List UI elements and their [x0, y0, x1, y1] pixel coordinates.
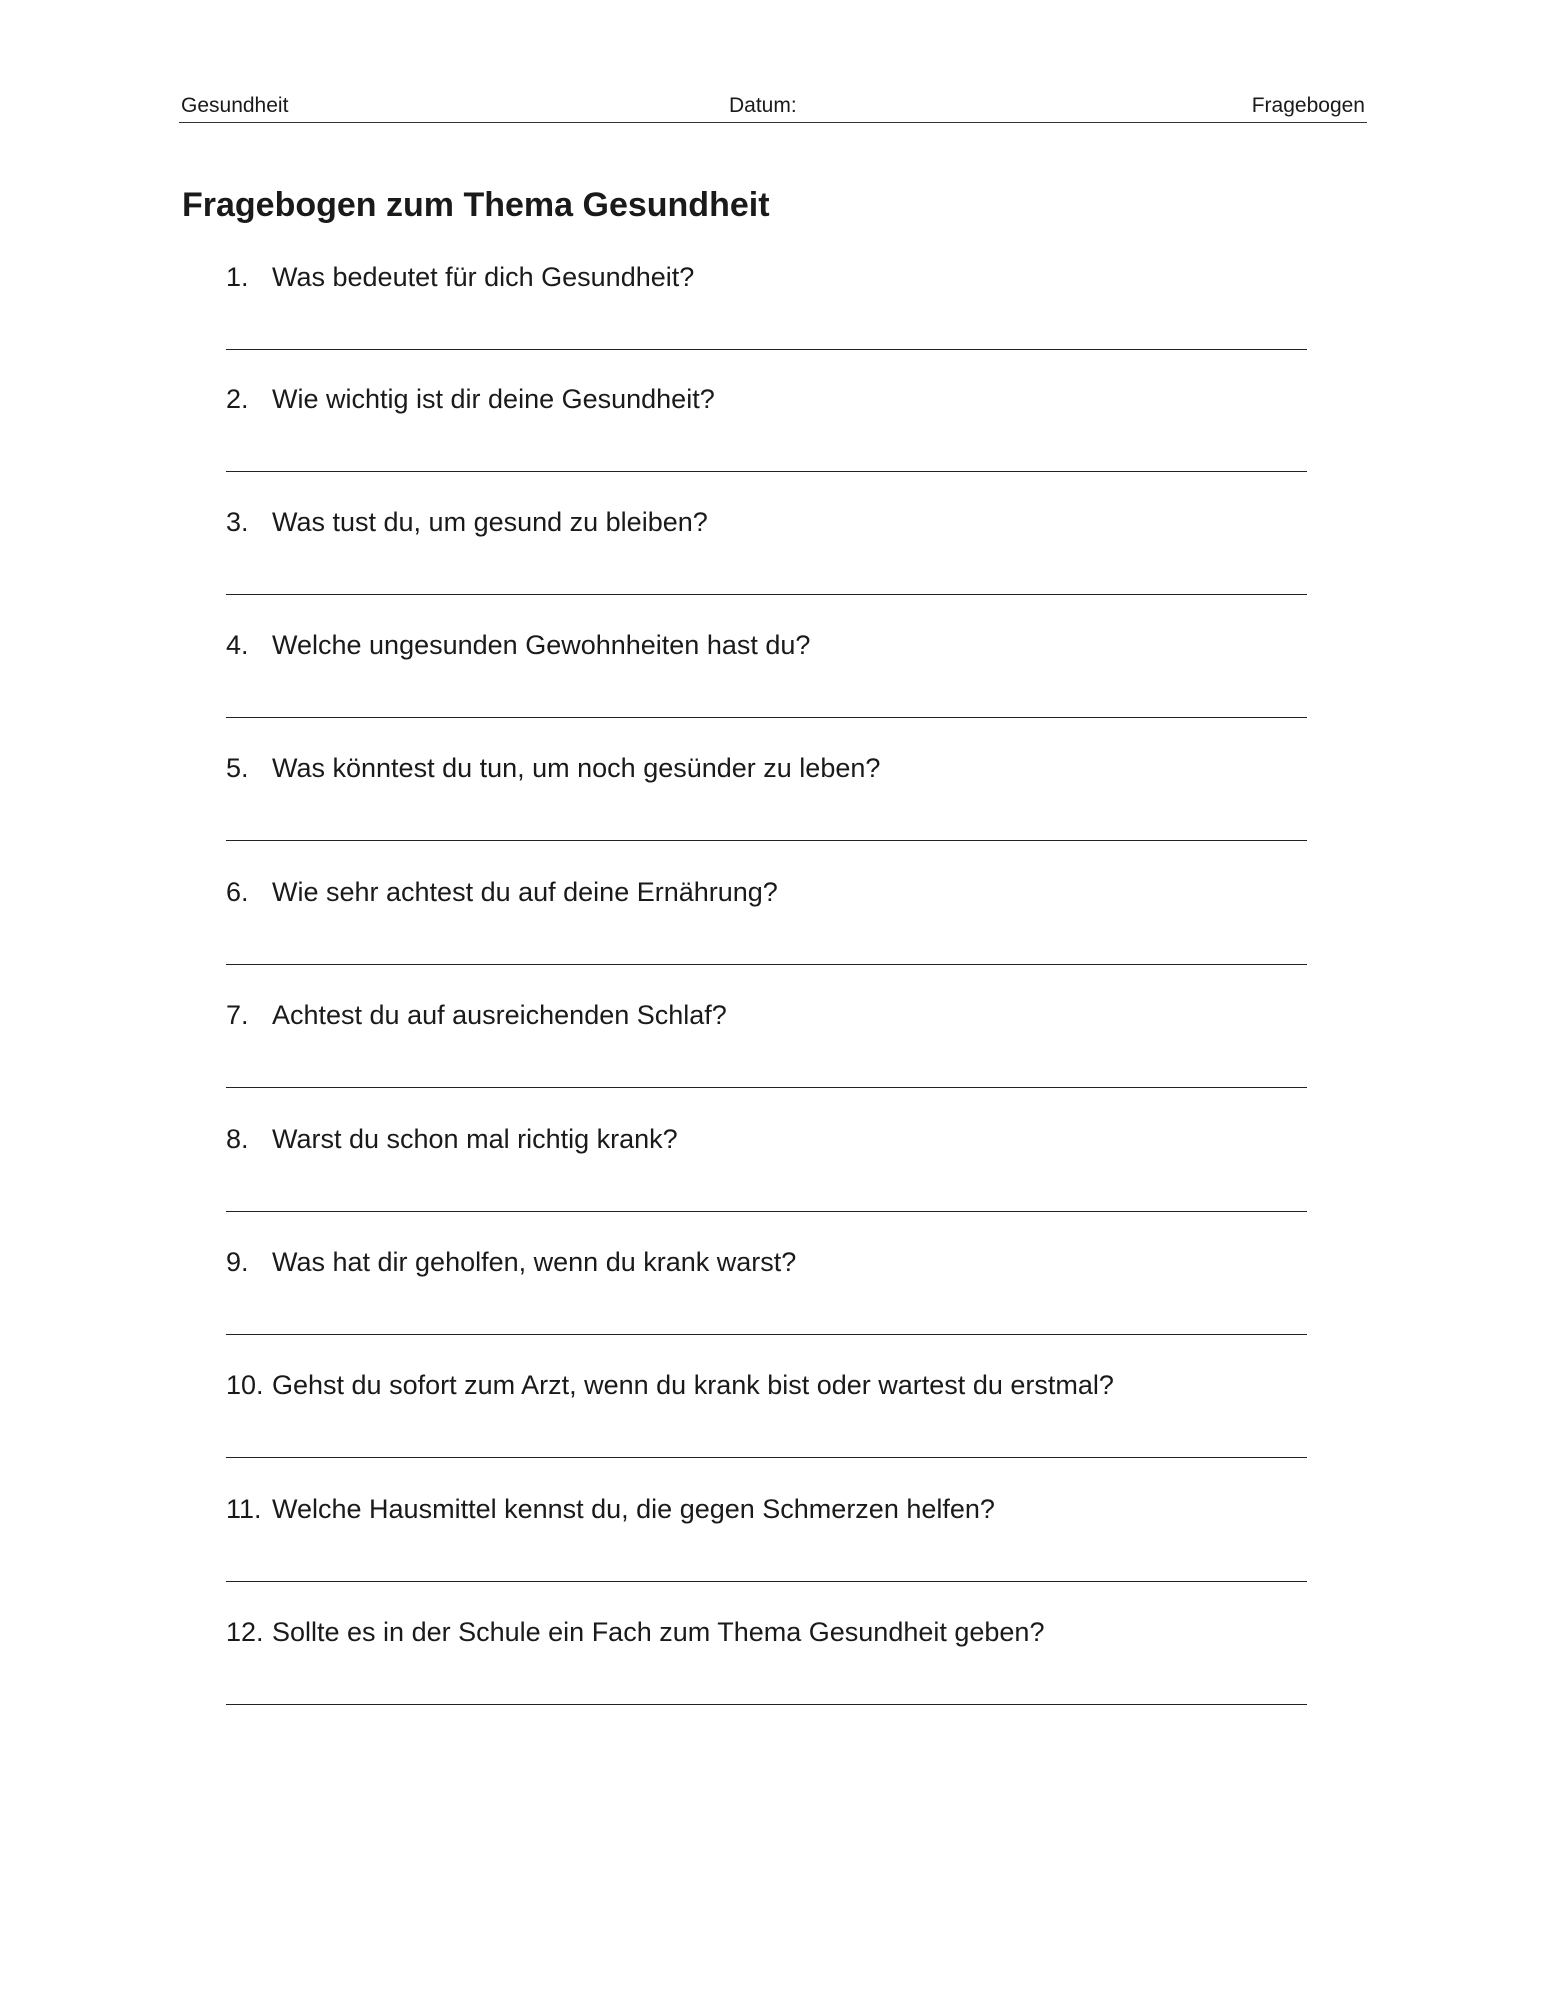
question-text: Achtest du auf ausreichenden Schlaf?	[272, 1000, 727, 1030]
page-title: Fragebogen zum Thema Gesundheit	[182, 186, 770, 224]
question-text: Warst du schon mal richtig krank?	[272, 1124, 678, 1154]
answer-line-9[interactable]	[226, 1334, 1307, 1335]
question-item-2	[226, 384, 1307, 494]
question-item-12	[226, 1617, 1307, 1727]
question-item-1	[226, 262, 1307, 372]
answer-line-6[interactable]	[226, 964, 1307, 965]
question-number: 8.	[226, 1124, 249, 1154]
question-text: Was hat dir geholfen, wenn du krank warst?	[272, 1247, 797, 1277]
question-number: 2.	[226, 384, 249, 414]
question-item-6	[226, 877, 1307, 987]
question-number: 5.	[226, 753, 249, 783]
header-date-label: Datum:	[729, 94, 797, 117]
answer-line-3[interactable]	[226, 594, 1307, 595]
question-item-9	[226, 1247, 1307, 1357]
question-text: Sollte es in der Schule ein Fach zum Thema Gesundheit geben?	[272, 1617, 1045, 1647]
question-number: 3.	[226, 507, 249, 537]
answer-line-10[interactable]	[226, 1457, 1307, 1458]
question-text: Wie sehr achtest du auf deine Ernährung?	[272, 877, 778, 907]
question-item-7	[226, 1000, 1307, 1110]
question-text: Was bedeutet für dich Gesundheit?	[272, 262, 695, 292]
header-doc-type: Fragebogen	[1251, 94, 1365, 117]
question-text: Wie wichtig ist dir deine Gesundheit?	[272, 384, 715, 414]
question-item-5	[226, 753, 1307, 863]
answer-line-11[interactable]	[226, 1581, 1307, 1582]
question-number: 4.	[226, 630, 249, 660]
question-number: 9.	[226, 1247, 249, 1277]
question-text: Was tust du, um gesund zu bleiben?	[272, 507, 708, 537]
question-item-3	[226, 507, 1307, 617]
answer-line-1[interactable]	[226, 349, 1307, 350]
question-text: Welche ungesunden Gewohnheiten hast du?	[272, 630, 811, 660]
answer-line-4[interactable]	[226, 717, 1307, 718]
question-number: 11.	[226, 1494, 262, 1524]
question-text: Gehst du sofort zum Arzt, wenn du krank bist oder wartest du erstmal?	[272, 1370, 1114, 1400]
question-number: 6.	[226, 877, 249, 907]
question-item-11	[226, 1494, 1307, 1604]
question-number: 10.	[226, 1370, 264, 1400]
question-item-4	[226, 630, 1307, 740]
question-text: Was könntest du tun, um noch gesünder zu leben?	[272, 753, 881, 783]
answer-line-7[interactable]	[226, 1087, 1307, 1088]
answer-line-2[interactable]	[226, 471, 1307, 472]
answer-line-12[interactable]	[226, 1704, 1307, 1705]
question-text: Welche Hausmittel kennst du, die gegen Schmerzen helfen?	[272, 1494, 995, 1524]
answer-line-8[interactable]	[226, 1211, 1307, 1212]
question-number: 1.	[226, 262, 249, 292]
question-number: 7.	[226, 1000, 249, 1030]
question-item-10	[226, 1370, 1307, 1480]
question-item-8	[226, 1124, 1307, 1234]
question-number: 12.	[226, 1617, 264, 1647]
header-subject: Gesundheit	[181, 94, 289, 117]
answer-line-5[interactable]	[226, 840, 1307, 841]
